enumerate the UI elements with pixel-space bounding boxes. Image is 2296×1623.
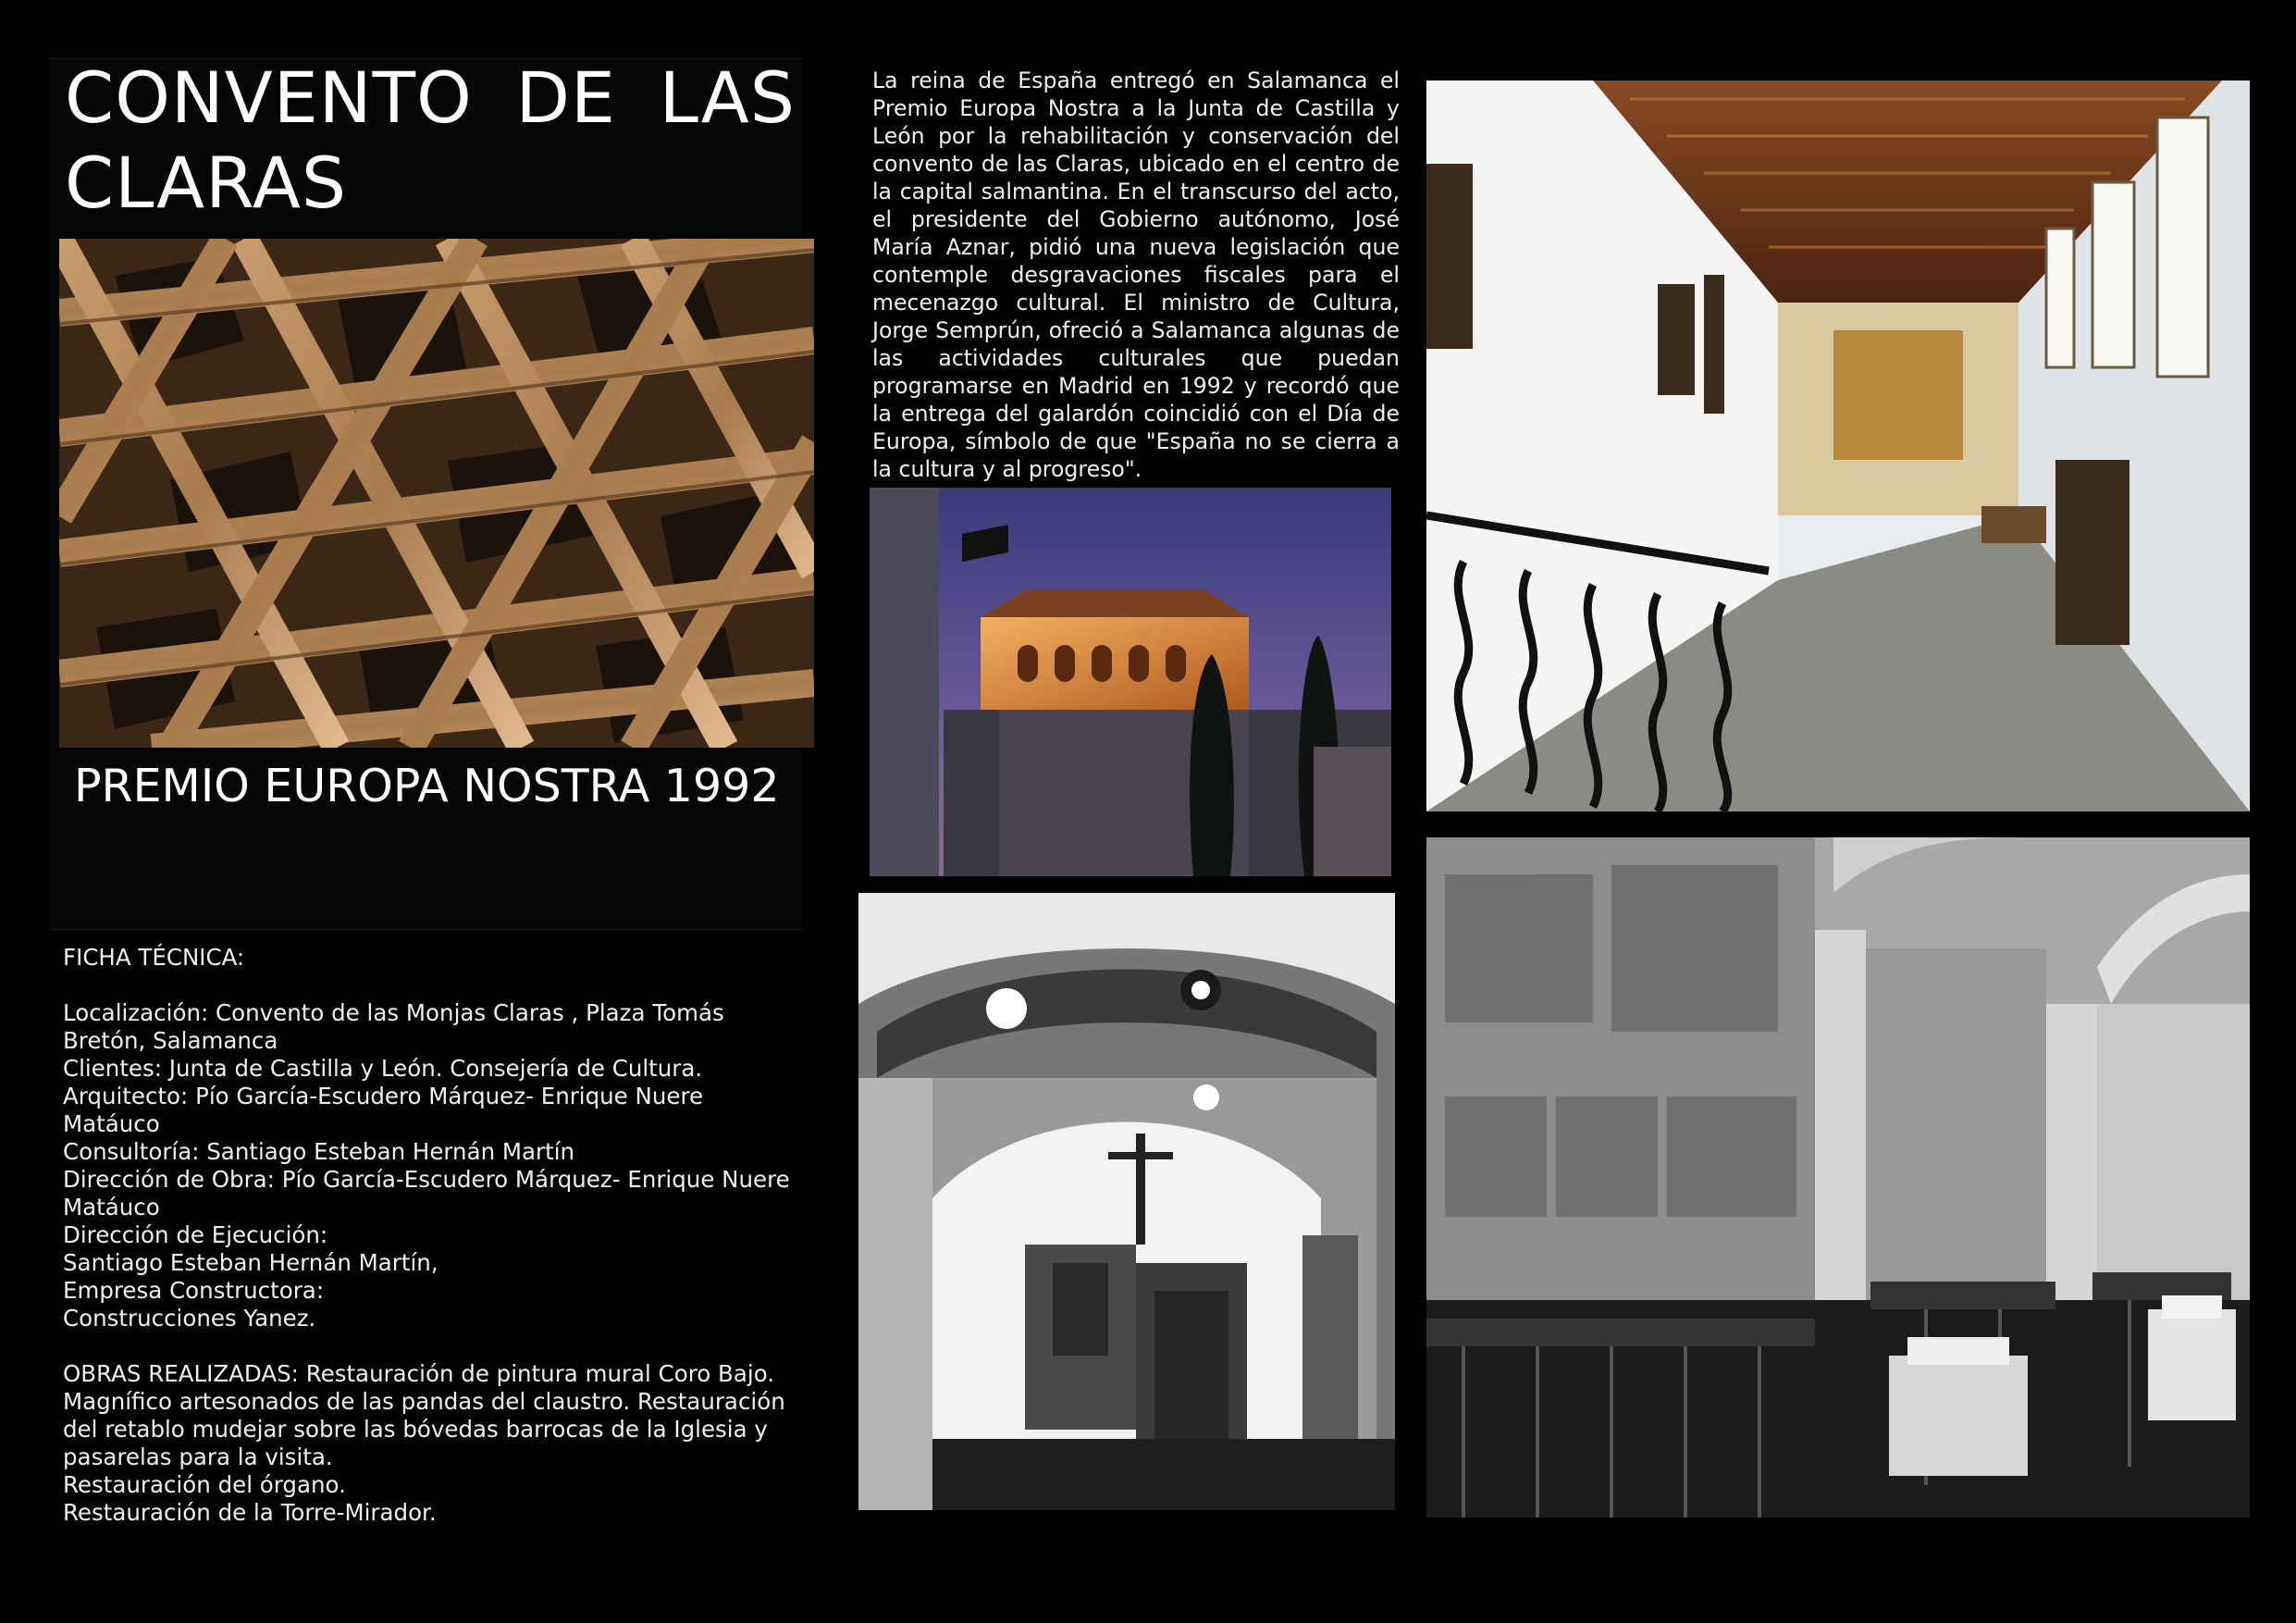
page-title: CONVENTO DE LAS CLARAS [65,56,796,224]
works-done-text: OBRAS REALIZADAS: Restauración de pintura mural Coro Bajo. Magnífico artesonados de las pandas del claustro. Restauración del retablo mudejar sobre las bóvedas barrocas de la Iglesia y pasarelas para la visita. [63,1360,785,1470]
award-subtitle: PREMIO EUROPA NOSTRA 1992 [74,760,780,812]
tech-line-clients: Clientes: Junta de Castilla y León. Consejería de Cultura. [63,1055,703,1082]
photo-tower-dusk [870,488,1391,876]
technical-sheet-heading: FICHA TÉCNICA: [63,944,245,971]
works-tower: Restauración de la Torre-Mirador. [63,1499,437,1526]
photo-coffered-ceiling [59,239,814,748]
tech-line-architect: Arquitecto: Pío García-Escudero Márquez- Enrique Nuere Matáuco [63,1083,704,1137]
photo-cloister-gallery [1426,81,2250,812]
works-organ: Restauración del órgano. [63,1471,346,1498]
technical-sheet [63,944,803,1527]
tech-line-execution-person: Santiago Esteban Hernán Martín, [63,1249,438,1276]
article-text: La reina de España entregó en Salamanca el Premio Europa Nostra a la Junta de Castilla y León por la rehabilitación y conservación del convento de las Claras, ubicado en el centro de la capital salmantina. En el transcurso del acto, el presidente del Gobierno autónomo, José María Aznar, pidió una nueva legislación que contemple desgravaciones fiscales para el mecenazgo cultural. El ministro de Cultura, Jorge Semprún, ofreció a Salamanca algunas de las actividades culturales que puedan programarse en Madrid en 1992 y recordó que la entrega del galardón coincidió con el Día de Europa, símbolo de que "España no se cierra a la cultura y al progreso". [872,68,1400,482]
tech-line-builder-label: Empresa Constructora: [63,1277,325,1304]
tech-line-execution-direction: Dirección de Ejecución: [63,1221,328,1248]
tech-line-works-direction: Dirección de Obra: Pío García-Escudero Márquez- Enrique Nuere Matáuco [63,1166,790,1220]
photo-choir-murals [1426,837,2250,1518]
tech-line-consulting: Consultoría: Santiago Esteban Hernán Martín [63,1138,575,1165]
photo-church-interior [858,893,1395,1510]
tech-line-builder: Construcciones Yanez. [63,1305,316,1332]
tech-line-location: Localización: Convento de las Monjas Claras , Plaza Tomás Bretón, Salamanca [63,999,724,1054]
